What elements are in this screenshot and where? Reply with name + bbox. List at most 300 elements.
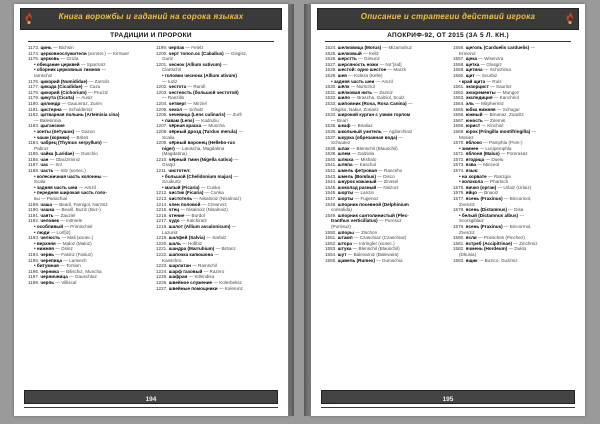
entry-number: 1174.: [28, 50, 41, 56]
entry-headword: яйцо: [465, 190, 479, 196]
entry-translation: Mosiez: [459, 134, 474, 140]
entry-headword: • битумная: [34, 263, 61, 269]
entry-headword: швейные помощники: [168, 285, 219, 291]
entry-headword: черпь: [40, 279, 56, 285]
entry-translation: — Nisalnoiz (Nisalnoiz): [193, 196, 242, 202]
entry-translation: — Mungez: [496, 89, 520, 95]
entry-number: 1571.: [453, 151, 466, 157]
entry-headword: юрист: [465, 123, 482, 129]
entry-headword: шалот (Allium ascalonicum): [168, 224, 232, 229]
entry-number: 1216.: [156, 212, 169, 218]
entry-translation: — Duelu: [485, 156, 504, 162]
entry-headword: • зонты (петушок): [34, 128, 76, 134]
entry-translation: — Lamiech: [63, 257, 87, 263]
entry-translation: — Villiscal: [55, 279, 77, 285]
entry-headword: цикута (Cicuta): [40, 95, 76, 101]
entry-headword: шалфей (Salvia): [168, 235, 207, 241]
entry-number: 1217.: [156, 218, 169, 224]
entry-translation: — Zinchmiz: [513, 240, 538, 246]
entry-number: 1545.: [325, 184, 338, 190]
entry-number: 1218.: [156, 224, 169, 229]
entry-headword: шёлковая нить: [337, 89, 374, 95]
entry-headword: • нижняя: [34, 246, 56, 252]
entry-translation: — Bnaoiz: [478, 190, 499, 196]
entry-headword: швейное служение: [168, 279, 214, 285]
entry-translation: — Balevarniz (Balevaira): [347, 251, 399, 257]
entry-translation: — Lorf[iz]: [50, 229, 71, 235]
entry-translation: — Pamphla (Pom-): [483, 140, 523, 146]
entry-headword: чистотель: [168, 196, 194, 202]
entry-number: 1531.: [325, 89, 338, 95]
entry-translation: — Saurinz: [490, 84, 512, 90]
entry-headword: черпак: [168, 45, 186, 50]
entry-headword: • задняя часть шеи: [34, 184, 79, 190]
entry-translation: — Kolerunz: [218, 285, 243, 291]
entry-translation: — Glasgiz: [480, 61, 502, 67]
entry-number: 1208.: [156, 128, 169, 134]
entry-headword: цитварная полынь (Artemisia cina): [40, 112, 120, 118]
entry-headword: штука: [337, 246, 353, 252]
entry-translation: — Crewnniz: [201, 201, 227, 207]
entry-translation: — Bichsin: [52, 45, 74, 50]
entry-number: 1541.: [325, 162, 338, 168]
entry-number: 1221.: [156, 246, 169, 252]
entry-headword: • лавам (Lens): [162, 117, 196, 123]
entry-translation: — Disa: [508, 207, 524, 213]
entry-headword: цикорий (Numididae): [40, 78, 89, 84]
entry-headword: чёрный дрозд (Turdus merula): [168, 128, 239, 134]
entry-translation: consolida): [331, 207, 352, 213]
entry-translation: — Pnesches (Pinchez): [478, 235, 525, 241]
entry-headword: честота: [168, 84, 188, 90]
entry-headword: шелковый: [337, 50, 363, 56]
entry-translation: — Ziremis: [484, 117, 506, 123]
entry-translation: Iamschiz: [34, 72, 53, 78]
entry-translation: — Razirro: [203, 268, 225, 274]
entry-translation: — Ausiz: [75, 95, 93, 101]
entry-headword: • задняя часть шеи: [331, 78, 376, 84]
entry-headword: шапочка капюшона: [168, 251, 215, 257]
entry-translation: — Grizia: [60, 56, 79, 62]
entry-number: 1529.: [325, 72, 338, 78]
entry-headword: чеснок (Allium sativum): [168, 61, 223, 67]
entry-translation: — Sparroriz: [80, 61, 106, 67]
dictionary-entry: [156, 286, 274, 292]
entry-headword: щавель (Rumex): [337, 257, 377, 263]
entry-number: 1578.: [453, 207, 466, 213]
entry-number: 1193.: [28, 235, 41, 241]
entry-number: 1538.: [325, 145, 338, 151]
entry-number: 1175.: [28, 56, 41, 62]
entry-translation: — Gisgisz,: [225, 50, 248, 56]
entry-number: 1210.: [156, 156, 169, 162]
entry-translation: — Schulderniz: [62, 106, 93, 112]
entry-translation: — Sitz (колес.): [54, 168, 86, 174]
entry-headword: чудо: [168, 218, 181, 224]
entry-headword: экспедиция: [465, 95, 494, 101]
entry-translation: —: [233, 156, 239, 162]
entry-headword: ясень (Fraxinus): [465, 196, 504, 202]
entry-number: 1215.: [156, 207, 169, 213]
entry-translation: — Mishalo: [354, 156, 377, 162]
entry-number: 1569.: [453, 128, 466, 134]
entry-translation: Kanschro: [162, 257, 182, 263]
column-left: [28, 45, 146, 385]
entry-translation: — Felelz: [185, 45, 204, 50]
entry-headword: шпоры: [337, 229, 356, 235]
entry-headword: чёрная краска: [168, 123, 203, 129]
entry-headword: шафран: [168, 274, 189, 280]
entry-number: 1537.: [325, 134, 338, 140]
entry-headword: шоколад разный: [337, 184, 378, 190]
entry-translation: — Muncha: [202, 123, 225, 129]
entry-headword: шелковица (Morus): [337, 45, 383, 50]
entry-translation: (коллег.) — Kirrsaer: [87, 50, 130, 56]
entry-translation: — Kanchriol: [493, 95, 519, 101]
entry-translation: — Lanzin: [354, 190, 375, 196]
entry-translation: — Rulz: [486, 78, 502, 84]
entry-translation: — Niszurz: [377, 184, 399, 190]
entry-translation: Schuutez: [331, 140, 351, 146]
entry-headword: цилиндр: [40, 100, 62, 106]
entry-translation: — Lucipemphla: [479, 145, 512, 151]
entry-translation: — Srz: [49, 162, 63, 168]
entry-translation: — Bearil, Buziz (Buz-): [55, 207, 101, 213]
entry-number: 1178.: [28, 89, 41, 95]
entry-number: 1533.: [325, 100, 338, 106]
entry-translation: — Cazu: [83, 84, 101, 90]
entry-headword: чан: [40, 156, 50, 162]
entry-number: 1555.: [325, 257, 338, 263]
entry-translation: — Zauziel: [54, 212, 76, 218]
entry-translation: — Balesinnia: [34, 117, 62, 123]
entry-headword: шляпа: [337, 162, 354, 168]
entry-translation: — Rancsho: [378, 168, 403, 174]
entry-headword: чайка (Laridae): [40, 151, 76, 157]
entry-number: 1558.: [453, 61, 466, 67]
entry-number: 1566.: [453, 112, 466, 118]
entry-headword: • белый (Dictamnus albus): [459, 212, 520, 218]
entry-number: 1547.: [325, 196, 338, 202]
entry-number: 1580.: [453, 235, 466, 241]
entry-headword: экзорцист: [465, 84, 491, 90]
entry-headword: чистотел:: [168, 168, 191, 174]
entry-translation: —: [102, 140, 108, 146]
entry-headword: яблоко: [465, 140, 484, 146]
entry-translation: — Amzil: [78, 184, 96, 190]
entry-number: 1182.: [28, 112, 41, 118]
entry-translation: —: [222, 61, 228, 67]
entry-headword: • край щита: [459, 78, 487, 84]
entry-translation: — Bincorinol,: [503, 196, 532, 202]
entry-headword: • головки чеснока (Allium ativum): [162, 72, 237, 78]
entry-number: 1212.: [156, 190, 169, 196]
entry-headword: щеголь (Carduelis carduelis): [465, 45, 531, 50]
entry-headword: шандра (Marrubium): [168, 246, 216, 252]
entry-translation: Scuikurtz: [162, 179, 181, 185]
entry-translation: —: [407, 100, 413, 106]
entry-number: 1173.: [28, 45, 41, 50]
entry-headword: цинь: [40, 45, 53, 50]
entry-translation: — No°[sid]: [379, 61, 402, 67]
entry-headword: ястреб (Accipitrinae): [465, 240, 514, 246]
entry-number: 1201.: [156, 61, 169, 67]
entry-number: 1198.: [28, 279, 41, 285]
entry-number: 1180.: [28, 100, 41, 106]
entry-translation: — Schatz: [183, 106, 204, 112]
entry-translation: — Amzil: [375, 78, 393, 84]
entry-translation: Zvenziz: [459, 201, 475, 207]
entry-translation: — Birtanz: [215, 246, 236, 252]
entry-translation: — Kalchiratz: [180, 218, 207, 224]
entry-headword: час: [40, 162, 50, 168]
entry-translation: — Gimunz: [358, 56, 380, 62]
entry-headword: яблоня (Malus): [465, 151, 501, 157]
entry-translation: — Dumschia: [376, 257, 403, 263]
entry-number: 1581.: [453, 240, 466, 246]
entry-translation: —: [398, 134, 404, 140]
entry-translation: — Intringler (колес.): [353, 240, 395, 246]
entry-headword: • передняя широкая часть голо-: [34, 190, 107, 196]
entry-translation: — Kaschul: [353, 162, 377, 168]
dictionary-entry: [325, 258, 443, 264]
entry-headword: шмель фетровая: [337, 168, 379, 174]
entry-number: 1572.: [453, 156, 466, 162]
entry-number: 1561.: [453, 84, 466, 90]
entry-number: 1524.: [325, 45, 338, 50]
entry-number: 1202.: [156, 84, 169, 90]
entry-translation: — Sarlaiz: [206, 235, 227, 241]
entry-number: 1227.: [156, 285, 169, 291]
entry-headword: штора: [337, 240, 354, 246]
entry-translation: — Mali (колес.): [61, 235, 94, 241]
entry-number: 1225.: [156, 274, 169, 280]
entry-translation: —: [231, 224, 237, 229]
entry-translation: —: [531, 128, 537, 134]
entry-translation: Lazuniz: [162, 229, 178, 235]
entry-headword: чашка: [40, 207, 56, 213]
entry-number: 1222.: [156, 251, 169, 257]
entry-translation: — Gazun: [75, 128, 95, 134]
entry-headword: tranthus verticillatus): [331, 218, 379, 224]
entry-number: 1206.: [156, 112, 169, 118]
entry-headword: честность (большой честотой): [168, 89, 239, 95]
entry-translation: — Torsion: [60, 263, 81, 269]
entry-number: 1213.: [156, 196, 169, 202]
entry-translation: — Schirziima: [483, 67, 511, 73]
entry-number: 1562.: [453, 89, 466, 95]
entry-translation: — Minceol: [477, 162, 500, 168]
entry-translation: — Burdol: [185, 212, 205, 218]
entry-number: 1560.: [453, 72, 466, 78]
entry-translation: — Glaciziminiz: [49, 156, 81, 162]
entry-headword: ясень (Fraxinus): [465, 224, 504, 229]
entry-translation: — Phartsch: [484, 179, 509, 185]
entry-headword: яичко (орган): [465, 184, 498, 190]
entry-headword: ясень (Dictamnus): [465, 207, 509, 213]
entry-headword: шкурка (обрезанная вода): [337, 134, 399, 140]
entry-number: 1179.: [28, 95, 41, 101]
entry-translation: Scala: [34, 179, 46, 185]
entry-number: 1197.: [28, 274, 41, 280]
entry-number: 1583.: [453, 257, 466, 263]
entry-number: 1527.: [325, 61, 338, 67]
entry-number: 1549.: [325, 212, 338, 218]
entry-translation: — Zischon: [355, 229, 378, 235]
entry-headword: • на хорвате: [459, 173, 488, 179]
footer-rule: [24, 407, 278, 408]
entry-translation: — Purrisuz: [379, 218, 402, 224]
entry-headword: шёлк: [337, 84, 351, 90]
entry-headword: четверг: [168, 100, 188, 106]
entry-number: 1177.: [28, 84, 41, 90]
entry-headword: щека: [465, 56, 479, 62]
entry-translation: — Mirphermiz: [475, 100, 504, 106]
entry-number: 1577.: [453, 196, 466, 202]
entry-headword: • большой (Chelidonium majus): [162, 173, 234, 179]
entry-number: 1553.: [325, 246, 338, 252]
entry-translation: — Bilischiz, Muncha: [60, 268, 102, 274]
entry-headword: ясли: [465, 235, 479, 241]
columns: [325, 45, 573, 385]
entry-number: 1539.: [325, 151, 338, 157]
entry-headword: щетка: [465, 61, 481, 67]
entry-headword: черничница: [40, 274, 70, 280]
entry-number: 1567.: [453, 117, 466, 123]
entry-translation: — Kinchiol: [481, 123, 504, 129]
entry-headword: чабрец (Thymus serpyllum): [40, 140, 103, 146]
entry-headword: шнурок кожаный: [337, 179, 378, 185]
entry-number: 1546.: [325, 190, 338, 196]
entry-translation: — Raroll: [187, 84, 206, 90]
entry-translation: — Brites: [70, 134, 89, 140]
entry-translation: — Hoflbiz: [182, 240, 203, 246]
entry-number: 1568.: [453, 123, 466, 129]
entry-headword: шпорник посевной (Delphinium: [337, 201, 409, 207]
entry-number: 1542.: [325, 168, 338, 174]
entry-headword: шестой: одно шестое: [337, 67, 388, 73]
entry-translation: — Gauunraz, Zurim: [61, 100, 102, 106]
entry-number: 1192.: [28, 218, 41, 224]
entry-headword: цикорий (Cichorium): [40, 89, 88, 95]
entry-translation: — Bearil, Famigol, Narzsiz: [53, 201, 108, 207]
entry-translation: — Czaschiaz (Czaschiaz): [353, 235, 407, 241]
entry-number: 1186.: [28, 156, 41, 162]
entry-number: 1551.: [325, 235, 338, 241]
entry-number: 1535.: [325, 123, 338, 129]
entry-headword: черт топол.ос (Caballus): [168, 50, 225, 56]
entry-number: 1548.: [325, 201, 338, 207]
entry-translation: — Nisalnoiz (Nisalnoiz): [180, 207, 228, 213]
footer-rule: [321, 407, 575, 408]
entry-headword: • особливый: [34, 224, 65, 229]
entry-translation: — Lanischa, Magdalma: [176, 145, 225, 151]
entry-translation: — Zinssel: [377, 179, 399, 185]
entry-translation: — Gauschtaz: [69, 274, 97, 280]
entry-headword: цистерна: [40, 106, 63, 112]
entry-headword: экскременты: [465, 89, 497, 95]
entry-headword: цикада (Cicadidae): [40, 84, 84, 90]
entry-number: 1536.: [325, 128, 338, 134]
entry-number: 1194.: [28, 251, 41, 257]
entry-translation: — Bincormol,: [503, 224, 532, 229]
entry-headword: язва: [465, 162, 478, 168]
entry-translation: —: [530, 45, 536, 50]
entry-number: 1579.: [453, 224, 466, 229]
entry-headword: • люди: [34, 229, 51, 235]
right-page: [310, 4, 585, 416]
dictionary-entry: [453, 258, 571, 264]
entry-number: 1214.: [156, 201, 169, 207]
entry-translation: —: [519, 212, 524, 218]
entry-headword: шут: [337, 251, 348, 257]
section-title: ТРАДИЦИИ И ПРОРОКИ: [110, 32, 192, 39]
entry-translation: — Marzk: [387, 67, 406, 73]
entry-translation: (Dkusia): [459, 251, 477, 257]
section-rule: [28, 41, 274, 42]
entry-headword: червь: [40, 251, 56, 257]
entry-translation: — Blenschil (Blauschil): [350, 145, 398, 151]
entry-number: 1576.: [453, 190, 466, 196]
entry-number: 1563.: [453, 95, 466, 101]
entry-headword: шея: [337, 72, 349, 78]
entry-headword: член половой: [168, 201, 202, 207]
entry-translation: Guriz: [162, 56, 173, 62]
entry-translation: Scalia: [162, 134, 175, 140]
entry-number: 1526.: [325, 56, 338, 62]
entry-number: 1559.: [453, 67, 466, 73]
flame-ornament-icon: [561, 8, 579, 28]
entry-headword: • сборник церковных гимнов: [34, 67, 102, 73]
dictionary-entry: [28, 280, 146, 286]
entry-translation: Scorsgiblaiz: [459, 218, 484, 224]
entry-number: 1199.: [156, 45, 169, 50]
entry-translation: — Dukla: [508, 246, 527, 252]
entry-translation: — Koleza (Kelle): [348, 72, 383, 78]
entry-headword: • колокола: [459, 179, 485, 185]
entry-translation: — Ranzgia: [487, 173, 511, 179]
entry-translation: — Duschio: [75, 151, 98, 157]
entry-translation: —: [238, 128, 244, 134]
entry-number: 1556.: [453, 45, 466, 50]
entry-translation: — Zazniz: [373, 89, 393, 95]
entry-translation: —: [233, 173, 239, 179]
running-header: Книга ворожбы и гаданий на сорока языках: [58, 12, 244, 21]
entry-translation: — Scurbiz: [476, 72, 498, 78]
entry-translation: — Maloz (Maloz): [56, 240, 92, 246]
entry-translation: — Fasinz (Fasiuz): [55, 251, 93, 257]
entry-headword: шорты: [337, 196, 355, 202]
entry-number: 1188.: [28, 168, 41, 174]
entry-headword: шиповник (Rosa, Rosa Canina): [337, 100, 408, 106]
entry-translation: — Zarrolit: [88, 78, 109, 84]
entry-headword: чехол: [168, 106, 184, 112]
entry-translation: — Urlaiz (Urlaiz): [497, 184, 532, 190]
entry-headword: южный: [465, 112, 484, 118]
entry-number: 1211.: [156, 168, 169, 174]
section-title: АПОКРИФ-92, ОТ 2015 (ЗА 5 Л. КН.): [387, 32, 509, 39]
entry-number: 1200.: [156, 50, 169, 56]
entry-number: 1573.: [453, 162, 466, 168]
entry-number: 1224.: [156, 268, 169, 274]
entry-translation: — Wisenzra: [478, 56, 504, 62]
entry-headword: шлюха: [337, 156, 355, 162]
entry-headword: чёрный тмин (Nigella sativa): [168, 156, 234, 162]
entry-headword: ягодица: [465, 156, 486, 162]
entry-number: 1564.: [453, 100, 466, 106]
entry-headword: чаша: [40, 201, 54, 207]
entry-number: 1220.: [156, 240, 169, 246]
